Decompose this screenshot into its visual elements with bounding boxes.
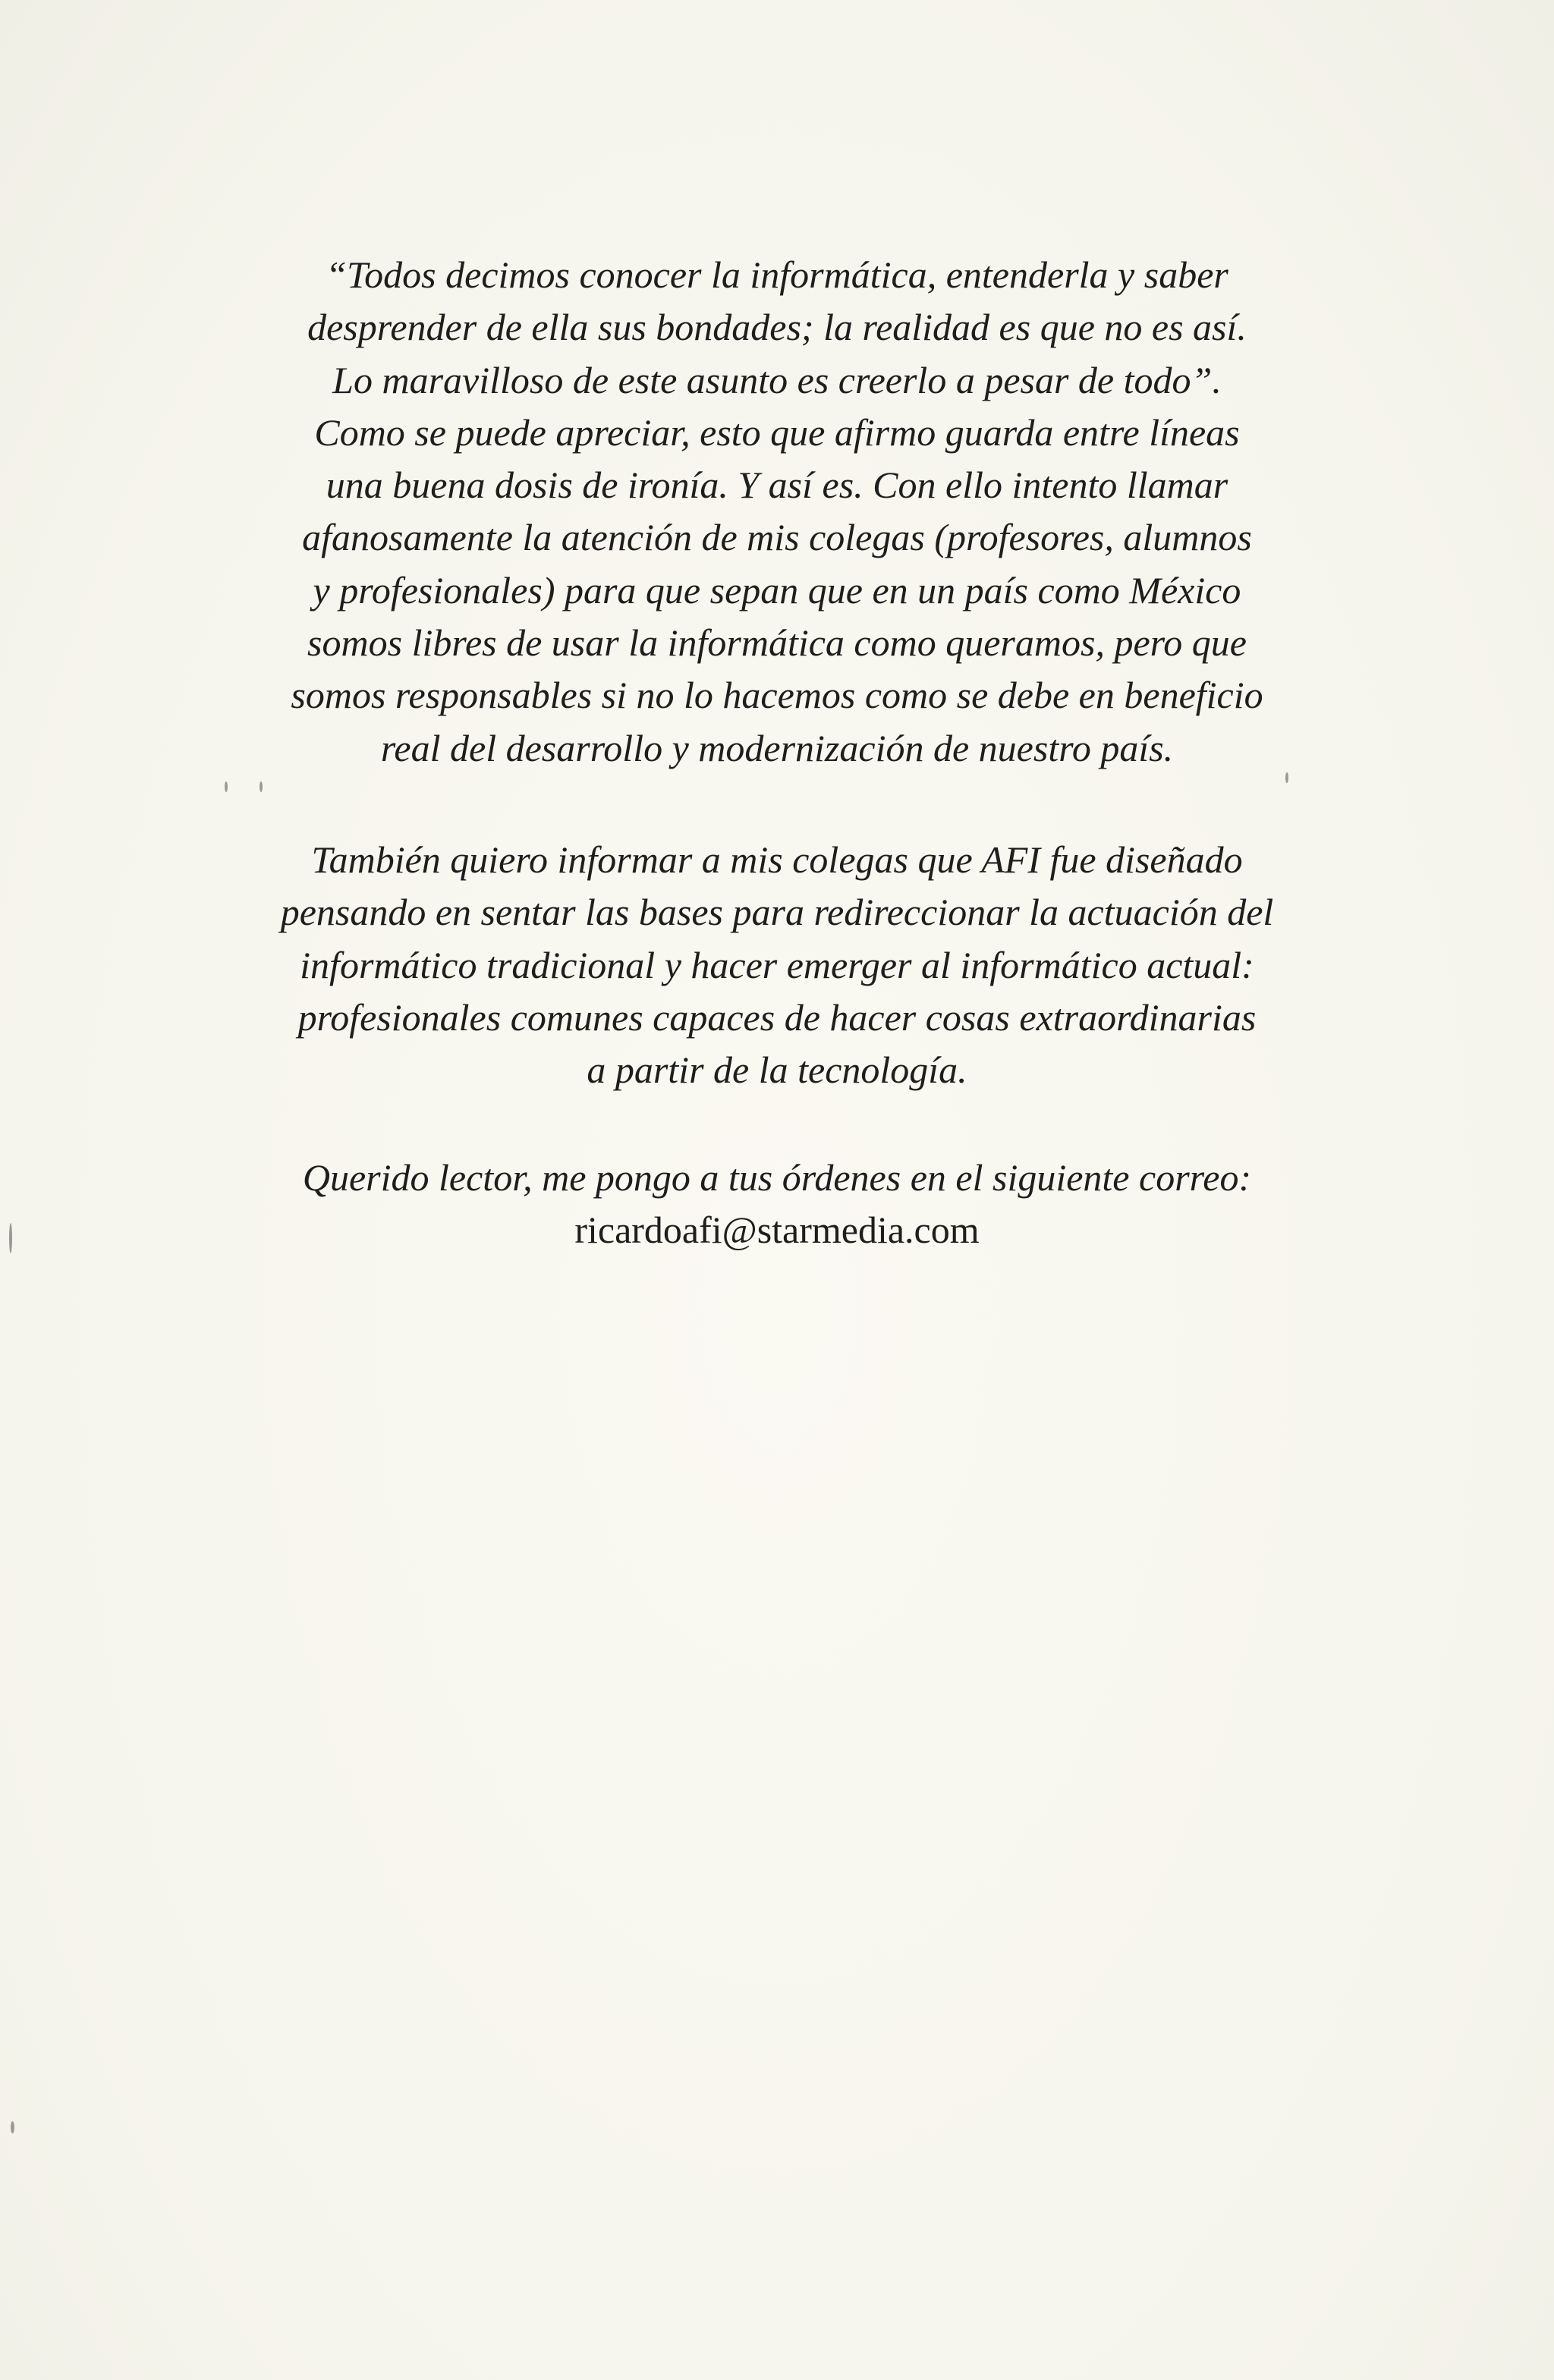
text-line: informático tradicional y hacer emerger al informático actual:: [300, 943, 1254, 986]
scan-speck: [9, 1223, 12, 1253]
text-line: y profesionales) para que sepan que en un país como México: [313, 568, 1241, 612]
text-line: somos libres de usar la informática como queramos, pero que: [307, 621, 1247, 665]
text-line: a partir de la tecnología.: [587, 1049, 967, 1092]
text-line: pensando en sentar las bases para redireccionar la actuación del: [280, 891, 1274, 934]
scan-speck: [260, 781, 263, 792]
text-line: real del desarrollo y modernización de nuestro país.: [380, 726, 1174, 769]
scan-speck: [11, 2121, 14, 2133]
email-address: ricardoafi@starmedia.com: [574, 1209, 980, 1252]
afi-paragraph: [152, 834, 1402, 1096]
scan-speck: [1285, 772, 1288, 783]
text-line: una buena dosis de ironía. Y así es. Con ello intento llamar: [326, 464, 1228, 507]
text-line: También quiero informar a mis colegas que AFI fue diseñado: [311, 838, 1243, 881]
text-line: somos responsables si no lo hacemos como se debe en beneficio: [291, 674, 1263, 717]
text-line: Como se puede apreciar, esto que afirmo guarda entre líneas: [314, 410, 1240, 454]
scan-speck: [225, 781, 228, 792]
text-line: “Todos decimos conocer la informática, entenderla y saber: [326, 253, 1228, 296]
text-line: profesionales comunes capaces de hacer cosas extraordinarias: [297, 995, 1257, 1039]
contact-paragraph: [152, 1152, 1402, 1257]
text-line: Lo maravilloso de este asunto es creerlo a pesar de todo”.: [332, 358, 1222, 401]
quote-paragraph: [152, 249, 1402, 775]
contact-line: Querido lector, me pongo a tus órdenes en el siguiente correo:: [302, 1156, 1252, 1199]
text-line: afanosamente la atención de mis colegas (profesores, alumnos: [302, 516, 1252, 559]
text-line: desprender de ella sus bondades; la realidad es que no es así.: [307, 306, 1247, 349]
